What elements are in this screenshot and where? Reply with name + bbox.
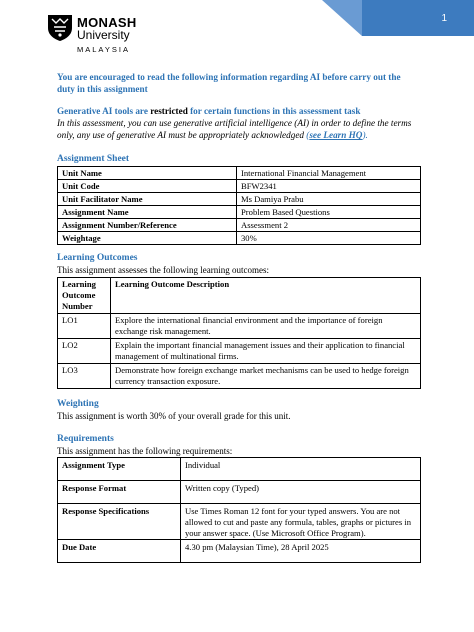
cell-value: 30%: [237, 232, 421, 245]
cell-value: Ms Damiya Prabu: [237, 193, 421, 206]
table-row: [58, 219, 421, 232]
cell-key: Assignment Number/Reference: [58, 219, 237, 232]
crest-icon: [47, 14, 73, 42]
weighting-title: Weighting: [57, 399, 99, 409]
cell-key: Weightage: [58, 232, 237, 245]
table-row: [58, 314, 421, 339]
table-header-row: [58, 278, 421, 314]
lo-id: LO2: [58, 339, 111, 364]
table-row: [58, 540, 421, 563]
genai-body-text: In this assessment, you can use generative artificial intelligence (AI) in order to define the terms only, any use of generative AI must be appropriately acknowledged: [57, 118, 412, 140]
learning-outcomes-title: Learning Outcomes: [57, 253, 138, 263]
assignment-sheet-table: [57, 166, 421, 245]
logo-monash: MONASH: [77, 15, 137, 30]
cell-value: Assessment 2: [237, 219, 421, 232]
monash-logo: [47, 14, 167, 54]
cell-key: Response Specifications: [58, 504, 181, 540]
table-row: [58, 364, 421, 389]
cell-key: Response Format: [58, 481, 181, 504]
learning-outcomes-intro: This assignment assesses the following learning outcomes:: [57, 265, 269, 275]
header-lo-number: Learning Outcome Number: [58, 278, 111, 314]
table-row: [58, 206, 421, 219]
cell-value: International Financial Management: [237, 167, 421, 180]
table-row: [58, 339, 421, 364]
cell-value: Problem Based Questions: [237, 206, 421, 219]
table-row: [58, 458, 421, 481]
genai-restricted: restricted: [150, 106, 188, 116]
cell-key: Due Date: [58, 540, 181, 563]
requirements-intro: This assignment has the following requirements:: [57, 446, 233, 456]
cell-key: Assignment Name: [58, 206, 237, 219]
table-row: [58, 232, 421, 245]
ai-notice-heading: You are encouraged to read the following information regarding AI before carry out the duty in this assignment: [57, 72, 401, 94]
genai-link-open: (: [306, 130, 310, 140]
lo-desc: Explore the international financial environment and the importance of foreign exchange risk management.: [111, 314, 421, 339]
header-accent: [362, 0, 474, 36]
cell-value: Use Times Roman 12 font for your typed answers. You are not allowed to cut and paste any formula, tables, graphs or pictures in your answer space. (Use Microsoft Office Program).: [181, 504, 421, 540]
cell-value: Individual: [181, 458, 421, 481]
learn-hq-link[interactable]: see Learn HQ: [309, 130, 363, 140]
cell-value: BFW2341: [237, 180, 421, 193]
genai-link-close: ).: [362, 130, 368, 140]
header-lo-description: Learning Outcome Description: [111, 278, 421, 314]
cell-value: 4.30 pm (Malaysian Time), 28 April 2025: [181, 540, 421, 563]
cell-key: Unit Code: [58, 180, 237, 193]
cell-key: Unit Name: [58, 167, 237, 180]
logo-university: University: [77, 28, 130, 42]
lo-desc: Demonstrate how foreign exchange market mechanisms can be used to hedge foreign currency transaction exposure.: [111, 364, 421, 389]
page-number: 1: [441, 13, 447, 24]
cell-key: Assignment Type: [58, 458, 181, 481]
genai-body: [57, 117, 422, 141]
requirements-title: Requirements: [57, 434, 114, 444]
lo-desc: Explain the important financial management issues and their application to financial management of multinational firms.: [111, 339, 421, 364]
genai-rest: for certain functions in this assessment task: [190, 106, 361, 116]
genai-heading: [57, 105, 417, 117]
requirements-table: [57, 457, 421, 563]
table-row: [58, 193, 421, 206]
cell-key: Unit Facilitator Name: [58, 193, 237, 206]
lo-id: LO3: [58, 364, 111, 389]
table-row: [58, 180, 421, 193]
cell-value: Written copy (Typed): [181, 481, 421, 504]
header-accent-light: [322, 0, 362, 36]
lo-id: LO1: [58, 314, 111, 339]
assignment-sheet-title: Assignment Sheet: [57, 154, 130, 164]
table-row: [58, 167, 421, 180]
learning-outcomes-table: [57, 277, 421, 389]
table-row: [58, 504, 421, 540]
table-row: [58, 481, 421, 504]
genai-lead: Generative AI tools are: [57, 106, 148, 116]
logo-malaysia: MALAYSIA: [77, 45, 130, 54]
weighting-text: This assignment is worth 30% of your overall grade for this unit.: [57, 411, 291, 421]
